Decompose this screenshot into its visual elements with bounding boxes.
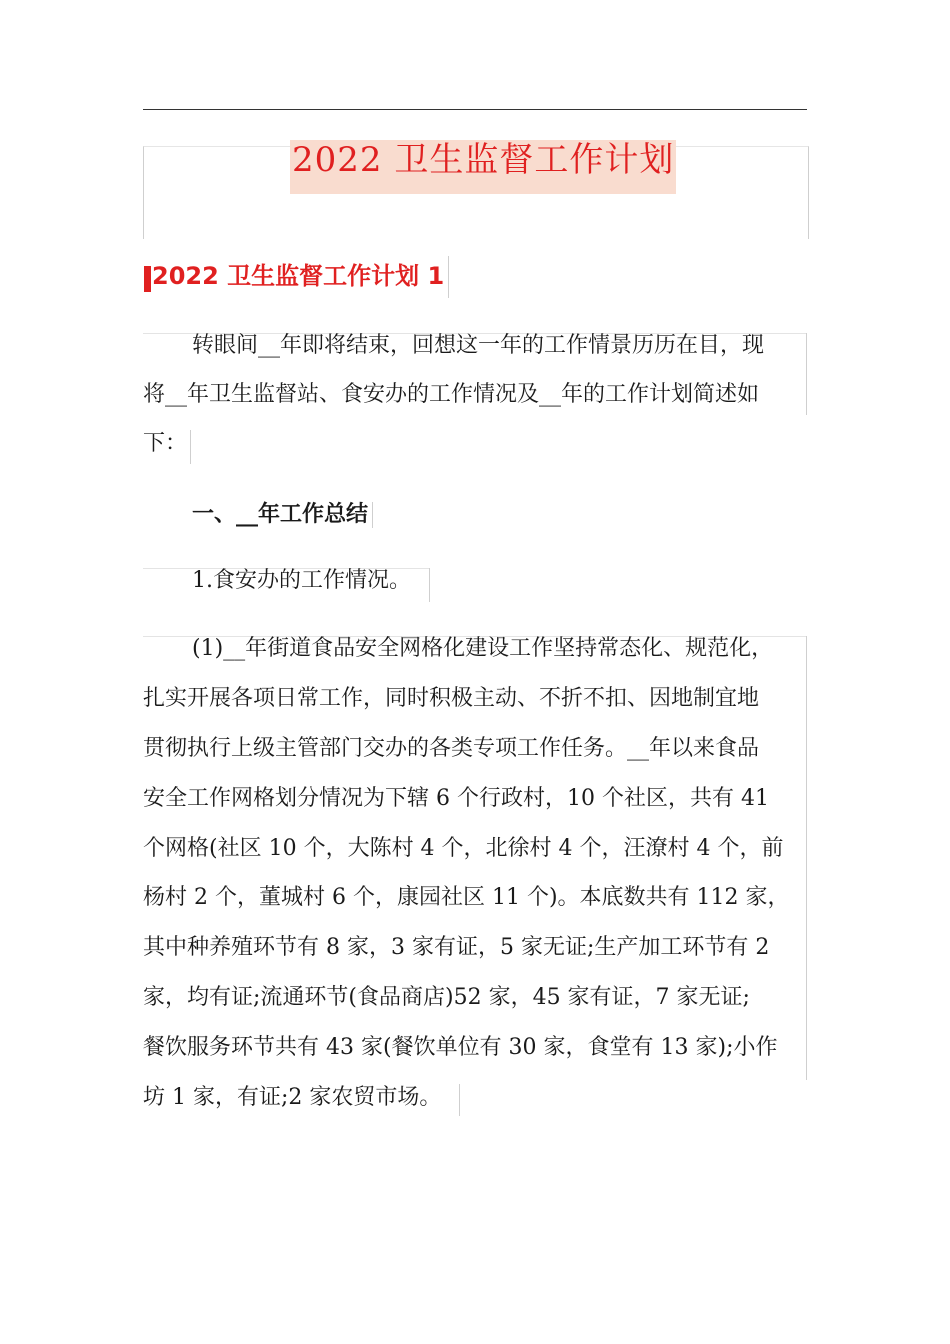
body-line: 餐饮服务环节共有 43 家(餐饮单位有 30 家，食堂有 13 家);小作 [143, 1035, 778, 1060]
body-line: 杨村 2 个，董城村 6 个，康园社区 11 个)。本底数共有 112 家， [143, 885, 790, 910]
body-line: 安全工作网格划分情况为下辖 6 个行政村，10 个社区，共有 41 [143, 786, 769, 811]
intro-line: 转眼间__年即将结束，回想这一年的工作情景历历在目，现 [192, 333, 765, 358]
intro-line: 下： [143, 431, 188, 456]
body-line: 个网格(社区 10 个，大陈村 4 个，北徐村 4 个，汪潦村 4 个，前 [143, 836, 784, 861]
paragraph-edge [459, 1084, 460, 1116]
body-line: 其中种养殖环节有 8 家，3 家有证，5 家无证;生产加工环节有 2 [143, 935, 770, 960]
paragraph-edge [190, 430, 191, 464]
top-rule [143, 109, 807, 110]
document-title: 2022 卫生监督工作计划 [290, 140, 676, 194]
paragraph-edge [806, 333, 807, 415]
body-line: 坊 1 家，有证;2 家农贸市场。 [143, 1085, 442, 1110]
paragraph-edge [806, 636, 807, 1080]
section-heading: 一、__年工作总结 [192, 502, 373, 528]
body-line: 家，均有证;流通环节(食品商店)52 家，45 家有证，7 家无证; [143, 985, 750, 1010]
heading-marker [144, 266, 151, 292]
body-line: 贯彻执行上级主管部门交办的各类专项工作任务。__年以来食品 [143, 736, 760, 761]
body-line: 扎实开展各项日常工作，同时积极主动、不折不扣、因地制宜地 [143, 686, 760, 711]
heading-1: 2022 卫生监督工作计划 1 [152, 256, 449, 298]
body-line: (1)__年街道食品安全网格化建设工作坚持常态化、规范化， [192, 636, 774, 661]
subsection-heading: 1.食安办的工作情况。 [192, 568, 411, 593]
paragraph-edge [429, 568, 430, 602]
intro-line: 将__年卫生监督站、食安办的工作情况及__年的工作计划简述如 [143, 382, 760, 407]
